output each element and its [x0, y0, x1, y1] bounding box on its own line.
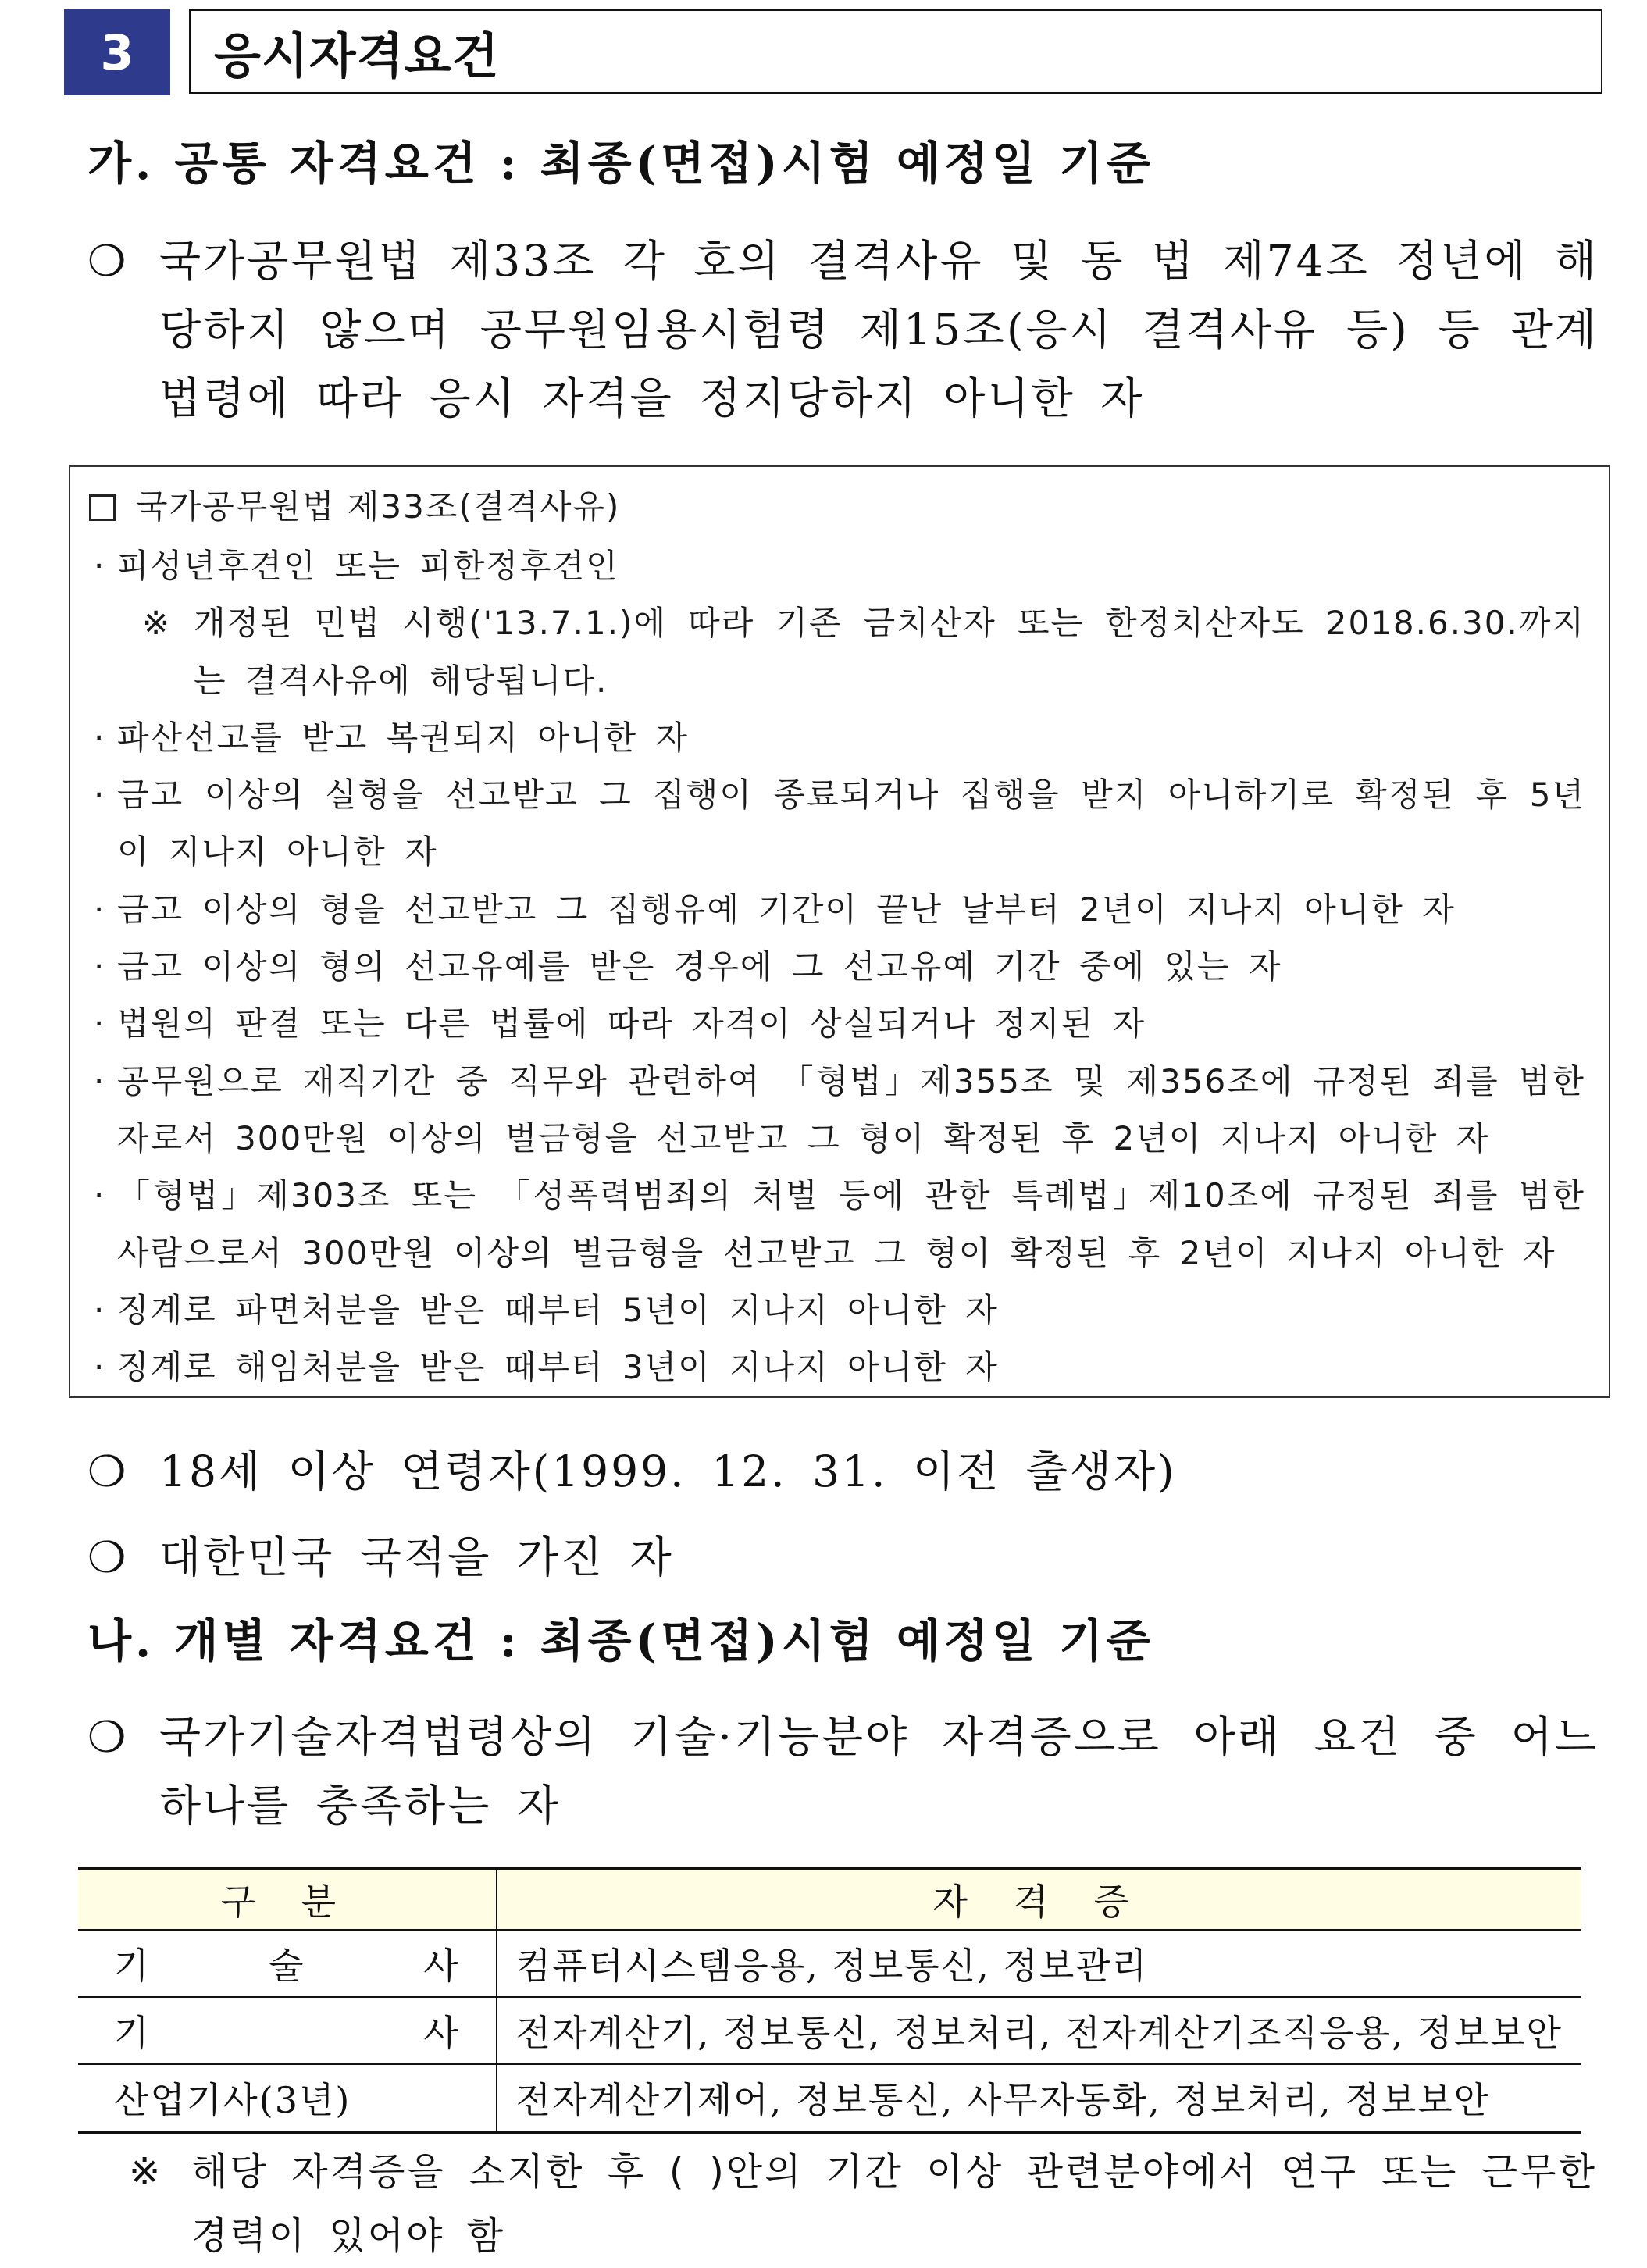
dot-bullet-icon: ·: [94, 890, 105, 929]
list-note: [94, 594, 1585, 709]
footnote: [129, 2140, 1597, 2268]
common-bullet-nationality: [87, 1523, 674, 1585]
column-header-certificate: 자 격 증: [497, 1868, 1581, 1930]
list-item: [94, 766, 1585, 881]
list-item-text: 공무원으로 재직기간 중 직무와 관련하여 「형법」제355조 및 제356조에 규정된 죄를 범한 자로서 300만원 이상의 벌금형을 선고받고 그 형이 확정된 후 2년이 지나지 아니한 자: [117, 1061, 1585, 1157]
list-item: [94, 1053, 1585, 1168]
column-header-category: 구 분: [78, 1868, 497, 1930]
table-row: [78, 2064, 1581, 2132]
bullet-text: 국가공무원법 제33조 각 호의 결격사유 및 동 법 제74조 정년에 해당하지 않으며 공무원임용시험령 제15조(응시 결격사유 등) 등 관계법령에 따라 응시 자격을 정지당하지 아니한 자: [159, 236, 1599, 423]
list-item: [94, 938, 1585, 995]
dot-bullet-icon: ·: [94, 1004, 105, 1043]
list-item-text: 금고 이상의 형의 선고유예를 받은 경우에 그 선고유예 기간 중에 있는 자: [117, 947, 1282, 986]
dot-bullet-icon: ·: [94, 718, 105, 757]
dot-bullet-icon: ·: [94, 947, 105, 986]
certificate-cell: 컴퓨터시스템응용, 정보통신, 정보관리: [497, 1930, 1581, 1997]
circle-bullet-icon: ❍: [87, 1446, 129, 1496]
certificate-table: [78, 1867, 1581, 2134]
law-article-33-box: [69, 465, 1610, 1398]
list-item-text: 피성년후견인 또는 피한정후견인: [117, 547, 619, 585]
checkbox-square-icon: [89, 494, 116, 521]
circle-bullet-icon: ❍: [87, 1532, 129, 1582]
bullet-text: 국가기술자격법령상의 기술·기능분야 자격증으로 아래 요건 중 어느 하나를 충족하는 자: [159, 1712, 1599, 1831]
list-item-text: 징계로 해임처분을 받은 때부터 3년이 지나지 아니한 자: [117, 1348, 999, 1387]
list-item: [94, 537, 1585, 594]
table-header-row: [78, 1868, 1581, 1930]
list-item-text: 법원의 판결 또는 다른 법률에 따라 자격이 상실되거나 정지된 자: [117, 1004, 1146, 1043]
common-bullet-disqualification: [87, 226, 1599, 433]
box-title-text: 국가공무원법 제33조(결격사유): [136, 487, 621, 526]
category-cell: 기 사: [78, 1997, 497, 2064]
list-item: [94, 1282, 1585, 1339]
list-item: [94, 709, 1585, 766]
circle-bullet-icon: ❍: [87, 236, 127, 286]
list-item: [94, 1339, 1585, 1396]
section-title: 응시자격요건: [189, 9, 1602, 94]
list-item-text: 파산선고를 받고 복권되지 아니한 자: [117, 718, 689, 757]
list-item: [94, 881, 1585, 938]
list-item-text: 개정된 민법 시행('13.7.1.)에 따라 기존 금치산자 또는 한정치산자도 2018.6.30.까지는 결격사유에 해당됩니다.: [194, 604, 1585, 700]
list-item-text: 징계로 파면처분을 받은 때부터 5년이 지나지 아니한 자: [117, 1290, 999, 1329]
circle-bullet-icon: ❍: [87, 1712, 127, 1762]
dot-bullet-icon: ·: [94, 776, 105, 815]
individual-requirements-heading: 나. 개별 자격요건 : 최종(면접)시험 예정일 기준: [87, 1614, 1155, 1667]
list-item-text: 「형법」제303조 또는 「성폭력범죄의 처벌 등에 관한 특례법」제10조에 규정된 죄를 범한 사람으로서 300만원 이상의 벌금형을 선고받고 그 형이 확정된 후 2년이 지나지 아니한 자: [117, 1176, 1585, 1272]
table-row: [78, 1997, 1581, 2064]
common-bullet-age: [87, 1437, 1177, 1499]
bullet-text: 대한민국 국적을 가진 자: [159, 1532, 674, 1582]
common-requirements-heading: 가. 공통 자격요건 : 최종(면접)시험 예정일 기준: [87, 137, 1155, 190]
dot-bullet-icon: ·: [94, 1176, 105, 1215]
category-cell: 기 술 사: [78, 1930, 497, 1997]
certificate-cell: 전자계산기, 정보통신, 정보처리, 전자계산기조직응용, 정보보안: [497, 1997, 1581, 2064]
list-item-text: 금고 이상의 실형을 선고받고 그 집행이 종료되거나 집행을 받지 아니하기로 확정된 후 5년이 지나지 아니한 자: [117, 776, 1585, 872]
individual-bullet-certificates: [87, 1703, 1599, 1840]
dot-bullet-icon: ·: [94, 1061, 105, 1100]
list-item: [94, 1167, 1585, 1282]
dot-bullet-icon: ·: [94, 547, 105, 585]
reference-mark-icon: ※: [142, 604, 170, 643]
dot-bullet-icon: ·: [94, 1348, 105, 1387]
table-row: [78, 1930, 1581, 1997]
certificate-cell: 전자계산기제어, 정보통신, 사무자동화, 정보처리, 정보보안: [497, 2064, 1581, 2132]
list-item: [94, 995, 1585, 1052]
box-title: [89, 481, 620, 528]
reference-mark-icon: ※: [129, 2150, 161, 2194]
list-item-text: 금고 이상의 형을 선고받고 그 집행유예 기간이 끝난 날부터 2년이 지나지 아니한 자: [117, 890, 1456, 929]
bullet-text: 18세 이상 연령자(1999. 12. 31. 이전 출생자): [159, 1446, 1177, 1496]
footnote-text: 해당 자격증을 소지한 후 ( )안의 기간 이상 관련분야에서 연구 또는 근무한 경력이 있어야 함: [191, 2150, 1597, 2258]
section-number-badge: 3: [64, 9, 170, 95]
dot-bullet-icon: ·: [94, 1290, 105, 1329]
category-cell: 산업기사(3년): [78, 2064, 497, 2132]
disqualification-list: [94, 537, 1585, 1396]
